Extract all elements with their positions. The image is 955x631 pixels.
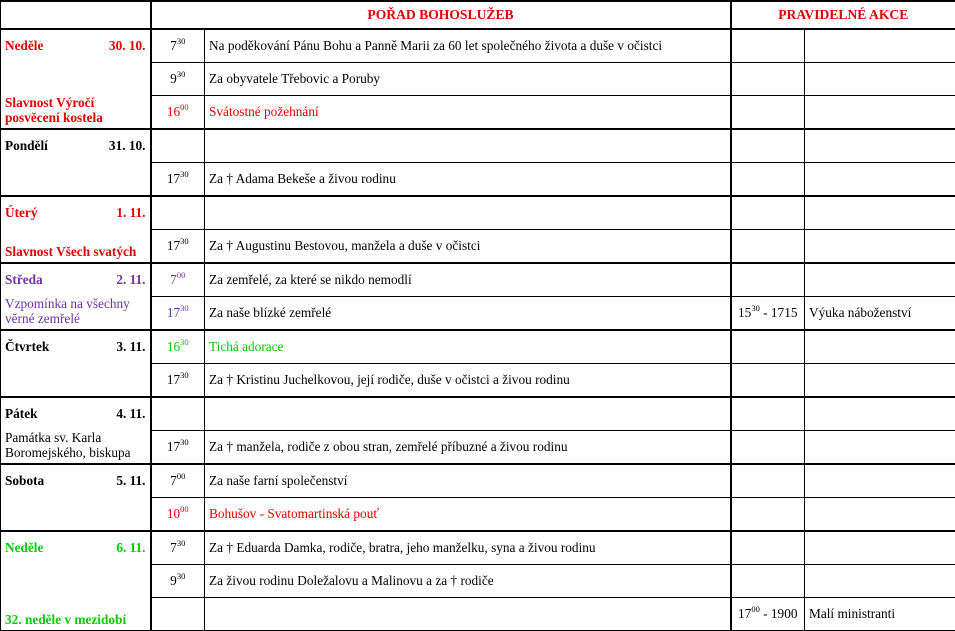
schedule-row (1, 29, 955, 62)
day-name: Čtvrtek (5, 339, 49, 355)
day-heading (5, 264, 146, 329)
event-time (731, 230, 805, 264)
mass-time: $17^{30}$ (151, 431, 205, 465)
event-time (731, 29, 805, 62)
event-name (805, 96, 955, 129)
event-time (731, 163, 805, 197)
event-name (805, 196, 955, 230)
mass-intention (205, 597, 731, 630)
event-time: $17^{00} - 1900$ (731, 597, 805, 630)
day-name-date (5, 130, 146, 154)
day-heading (5, 465, 146, 530)
day-name: Sobota (5, 473, 44, 489)
day-cell (1, 531, 151, 631)
mass-time: $7^{30}$ (151, 531, 205, 564)
mass-intention: Za † Eduarda Damka, rodiče, bratra, jeho manželku, syna a živou rodinu (205, 531, 731, 564)
day-heading (5, 331, 146, 396)
event-name (805, 464, 955, 498)
table-header-row (1, 1, 955, 29)
day-name-date (5, 465, 146, 489)
event-time (731, 431, 805, 465)
day-date: 4. 11. (116, 406, 145, 422)
day-name-date (5, 30, 146, 54)
day-name-date (5, 398, 146, 422)
day-name: Středa (5, 272, 43, 288)
mass-time: $9^{30}$ (151, 564, 205, 597)
schedule-row (1, 129, 955, 163)
mass-intention (205, 196, 731, 230)
event-time (731, 196, 805, 230)
mass-intention: Za naše blízké zemřelé (205, 297, 731, 331)
day-feast-note: Památka sv. Karla Boromejského, biskupa (5, 430, 146, 460)
day-name: Úterý (5, 205, 37, 221)
mass-intention: Za † manžela, rodiče z obou stran, zemřelé příbuzné a živou rodinu (205, 431, 731, 465)
mass-time (151, 196, 205, 230)
day-cell (1, 397, 151, 464)
day-name-date (5, 197, 146, 221)
mass-time: $16^{00}$ (151, 96, 205, 129)
event-name (805, 564, 955, 597)
event-time (731, 330, 805, 364)
mass-intention: Svátostné požehnání (205, 96, 731, 129)
mass-intention: Za † Adama Bekeše a živou rodinu (205, 163, 731, 197)
mass-intention: Za obyvatele Třebovic a Poruby (205, 62, 731, 95)
mass-intention: Bohušov - Svatomartinská pouť (205, 498, 731, 532)
mass-intention: Za naše farní společenství (205, 464, 731, 498)
day-name: Neděle (5, 38, 43, 54)
mass-time: $7^{00}$ (151, 464, 205, 498)
mass-intention: Za živou rodinu Doležalovu a Malinovu a za † rodiče (205, 564, 731, 597)
mass-intention: Tichá adorace (205, 330, 731, 364)
day-name: Pátek (5, 406, 38, 422)
event-name (805, 397, 955, 431)
event-time: $15^{30} - 1715$ (731, 297, 805, 331)
mass-intention (205, 397, 731, 431)
event-time (731, 397, 805, 431)
mass-time: $17^{30}$ (151, 364, 205, 398)
day-heading (5, 197, 146, 262)
schedule-title: POŘAD BOHOSLUŽEB (151, 1, 731, 29)
event-name (805, 29, 955, 62)
day-name: Neděle (5, 540, 43, 556)
day-heading (5, 130, 146, 195)
day-cell (1, 330, 151, 397)
schedule-row (1, 263, 955, 297)
mass-time: $16^{30}$ (151, 330, 205, 364)
schedule-row (1, 330, 955, 364)
day-cell (1, 196, 151, 263)
day-date: 2. 11. (116, 272, 145, 288)
schedule-row (1, 397, 955, 431)
mass-time (151, 597, 205, 630)
day-date: 30. 10. (109, 38, 146, 54)
event-name: Malí ministranti (805, 597, 955, 630)
event-time (731, 364, 805, 398)
mass-intention: Za † Kristinu Juchelkovou, její rodiče, duše v očistci a živou rodinu (205, 364, 731, 398)
day-name-date (5, 331, 146, 355)
event-name (805, 498, 955, 532)
day-feast-note: Slavnost Výročí posvěcení kostela (5, 95, 146, 125)
day-cell (1, 129, 151, 196)
event-time (731, 531, 805, 564)
mass-time: $17^{30}$ (151, 230, 205, 264)
event-name (805, 129, 955, 163)
event-time (731, 96, 805, 129)
mass-intention: Na poděkování Pánu Bohu a Panně Marii za 60 let společného života a duše v očistci (205, 29, 731, 62)
mass-time (151, 129, 205, 163)
day-date: 1. 11. (116, 205, 145, 221)
event-name (805, 163, 955, 197)
mass-time: $17^{30}$ (151, 163, 205, 197)
event-name (805, 531, 955, 564)
events-title: PRAVIDELNÉ AKCE (731, 1, 955, 29)
day-heading (5, 532, 146, 630)
day-feast-note: 32. neděle v mezidobí (5, 612, 126, 627)
day-feast-note: Vzpomínka na všechny věrné zemřelé (5, 296, 146, 326)
event-time (731, 564, 805, 597)
event-name: Výuka náboženství (805, 297, 955, 331)
day-date: 3. 11. (116, 339, 145, 355)
event-name (805, 230, 955, 264)
event-name (805, 431, 955, 465)
day-date: 31. 10. (109, 138, 146, 154)
day-cell (1, 29, 151, 129)
event-time (731, 129, 805, 163)
event-name (805, 62, 955, 95)
event-time (731, 464, 805, 498)
day-cell (1, 263, 151, 330)
event-time (731, 498, 805, 532)
mass-time: $9^{30}$ (151, 62, 205, 95)
mass-intention: Za zemřelé, za které se nikdo nemodlí (205, 263, 731, 297)
day-cell (1, 464, 151, 531)
mass-time: $10^{00}$ (151, 498, 205, 532)
day-name-date (5, 264, 146, 288)
schedule-row (1, 464, 955, 498)
day-name-date (5, 532, 146, 556)
mass-time: $7^{00}$ (151, 263, 205, 297)
mass-time (151, 397, 205, 431)
day-name: Pondělí (5, 138, 48, 154)
schedule-row (1, 531, 955, 564)
event-time (731, 62, 805, 95)
mass-intention: Za † Augustinu Bestovou, manžela a duše v očistci (205, 230, 731, 264)
day-date: 5. 11. (116, 473, 145, 489)
event-name (805, 364, 955, 398)
day-heading (5, 398, 146, 463)
day-heading (5, 30, 146, 128)
header-day-cell (1, 1, 151, 29)
day-feast-note: Slavnost Všech svatých (5, 244, 136, 259)
mass-intention (205, 129, 731, 163)
event-time (731, 263, 805, 297)
schedule-row (1, 196, 955, 230)
event-name (805, 330, 955, 364)
event-name (805, 263, 955, 297)
mass-time: $7^{30}$ (151, 29, 205, 62)
mass-time: $17^{30}$ (151, 297, 205, 331)
day-date: 6. 11. (116, 540, 145, 556)
